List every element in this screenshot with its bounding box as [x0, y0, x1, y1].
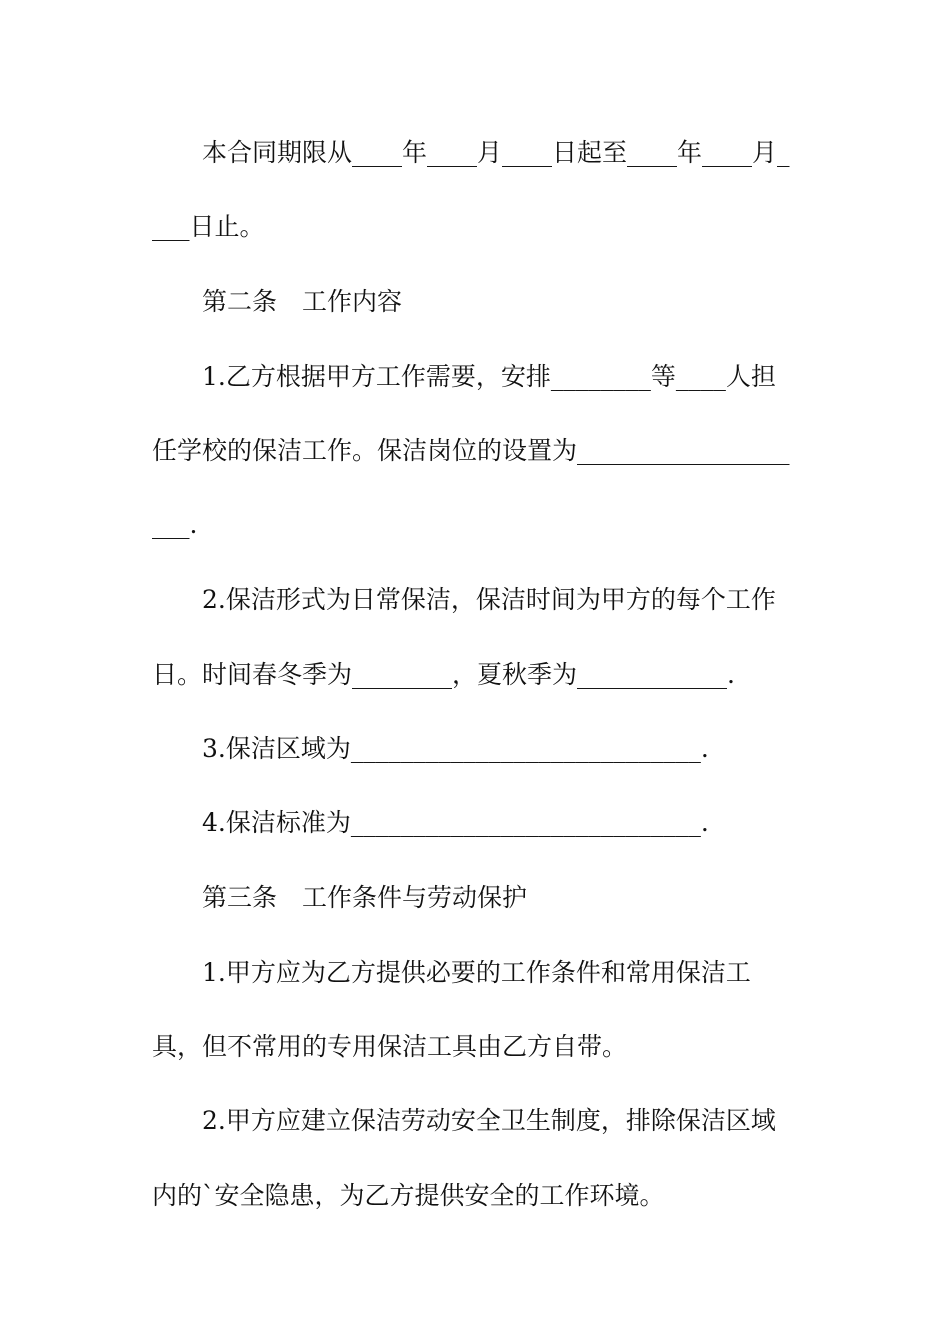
article-2-heading: 第二条 工作内容 — [202, 287, 403, 316]
article-2-item-4: 4.保洁标准为____________________________. — [202, 808, 709, 837]
article-3-item-1-line-2: 具，但不常用的专用保洁工具由乙方自带。 — [152, 1032, 628, 1061]
article-2-item-2-line-1: 2.保洁形式为日常保洁，保洁时间为甲方的每个工作 — [202, 585, 776, 614]
article-2-item-1-line-2: 任学校的保洁工作。保洁岗位的设置为_________________ — [152, 436, 790, 465]
article-2-item-1-line-1: 1.乙方根据甲方工作需要，安排________等____人担 — [202, 362, 776, 391]
article-3-item-2-line-1: 2.甲方应建立保洁劳动安全卫生制度，排除保洁区域 — [202, 1106, 776, 1135]
article-3-heading: 第三条 工作条件与劳动保护 — [202, 883, 528, 912]
article-2-item-2-line-2: 日。时间春冬季为________，夏秋季为____________. — [152, 660, 735, 689]
contract-term-line-1: 本合同期限从____年____月____日起至____年____月_ — [202, 138, 790, 167]
contract-term-line-2: ___日止。 — [152, 212, 265, 241]
article-2-item-3: 3.保洁区域为____________________________. — [202, 734, 709, 763]
article-2-item-1-line-3: ___. — [152, 510, 198, 539]
article-3-item-2-line-2: 内的`安全隐患，为乙方提供安全的工作环境。 — [152, 1181, 665, 1210]
article-3-item-1-line-1: 1.甲方应为乙方提供必要的工作条件和常用保洁工 — [202, 958, 751, 987]
